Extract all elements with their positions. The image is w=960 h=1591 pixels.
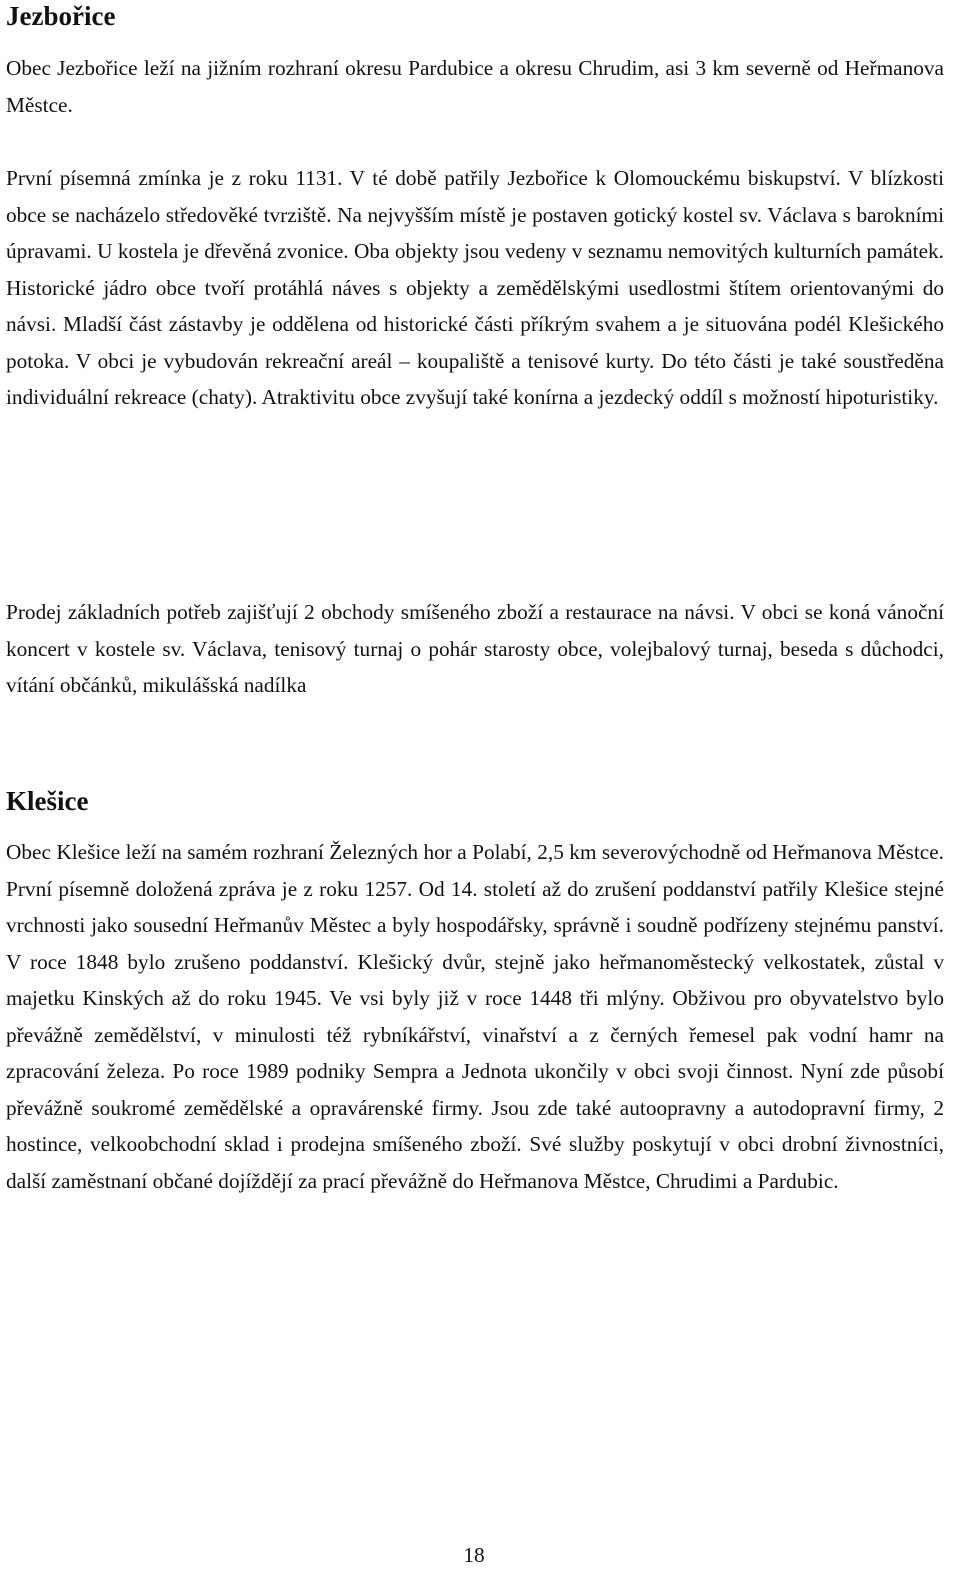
paragraph-jezborice-history: První písemná zmínka je z roku 1131. V té době patřily Jezbořice k Olomouckému biskupství. V blízkosti obce se nacházelo středověké tvrziště. Na nejvyšším místě je postaven gotický kostel sv. Václava s barokními úpravami. U kostela je dřevěná zvonice. Oba objekty jsou vedeny v seznamu nemovitých kulturních památek. Historické jádro obce tvoří protáhlá náves s objekty a zemědělskými usedlostmi štítem orientovanými do návsi. Mladší část zástavby je oddělena od historické části příkrým svahem a je situována podél Klešického potoka. V obci je vybudován rekreační areál – koupaliště a tenisové kurty. Do této části je také soustředěna individuální rekreace (chaty). Atraktivitu obce zvyšují také konírna a jezdecký oddíl s možností hipoturistiky. (6, 166, 944, 409)
page-number: 18 (463, 1543, 485, 1567)
section-title-klesice: Klešice (6, 786, 89, 816)
paragraph-jezborice-services: Prodej základních potřeb zajišťují 2 obchody smíšeného zboží a restaurace na návsi. V obci se koná vánoční koncert v kostele sv. Václava, tenisový turnaj o pohár starosty obce, volejbalový turnaj, beseda s důchodci, vítání občánků, mikulášská nadílka (6, 600, 944, 697)
section-title-jezborice: Jezbořice (6, 1, 116, 31)
paragraph-jezborice-location: Obec Jezbořice leží na jižním rozhraní okresu Pardubice a okresu Chrudim, asi 3 km severně od Heřmanova Městce. (6, 56, 944, 117)
paragraph-klesice: Obec Klešice leží na samém rozhraní Železných hor a Polabí, 2,5 km severovýchodně od Heřmanova Městce. První písemně doložená zpráva je z roku 1257. Od 14. století až do zrušení poddanství patřily Klešice stejné vrchnosti jako sousední Heřmanův Městec a byly hospodářsky, správně i soudně podřízeny stejnému panství. V roce 1848 bylo zrušeno poddanství. Klešický dvůr, stejně jako heřmanoměstecký velkostatek, zůstal v majetku Kinských až do roku 1945. Ve vsi byly již v roce 1448 tři mlýny. Obživou pro obyvatelstvo bylo převážně zemědělství, v minulosti též rybníkářství, vinařství a z černých řemesel pak vodní hamr na zpracování železa. Po roce 1989 podniky Sempra a Jednota ukončily v obci svoji činnost. Nyní zde působí převážně soukromé zemědělské a opravárenské firmy. Jsou zde také autoopravny a autodopravní firmy, 2 hostince, velkoobchodní sklad i prodejna smíšeného zboží. Své služby poskytují v obci drobní živnostníci, další zaměstnaní občané dojíždějí za prací převážně do Heřmanova Městce, Chrudimi a Pardubic. (6, 840, 944, 1193)
